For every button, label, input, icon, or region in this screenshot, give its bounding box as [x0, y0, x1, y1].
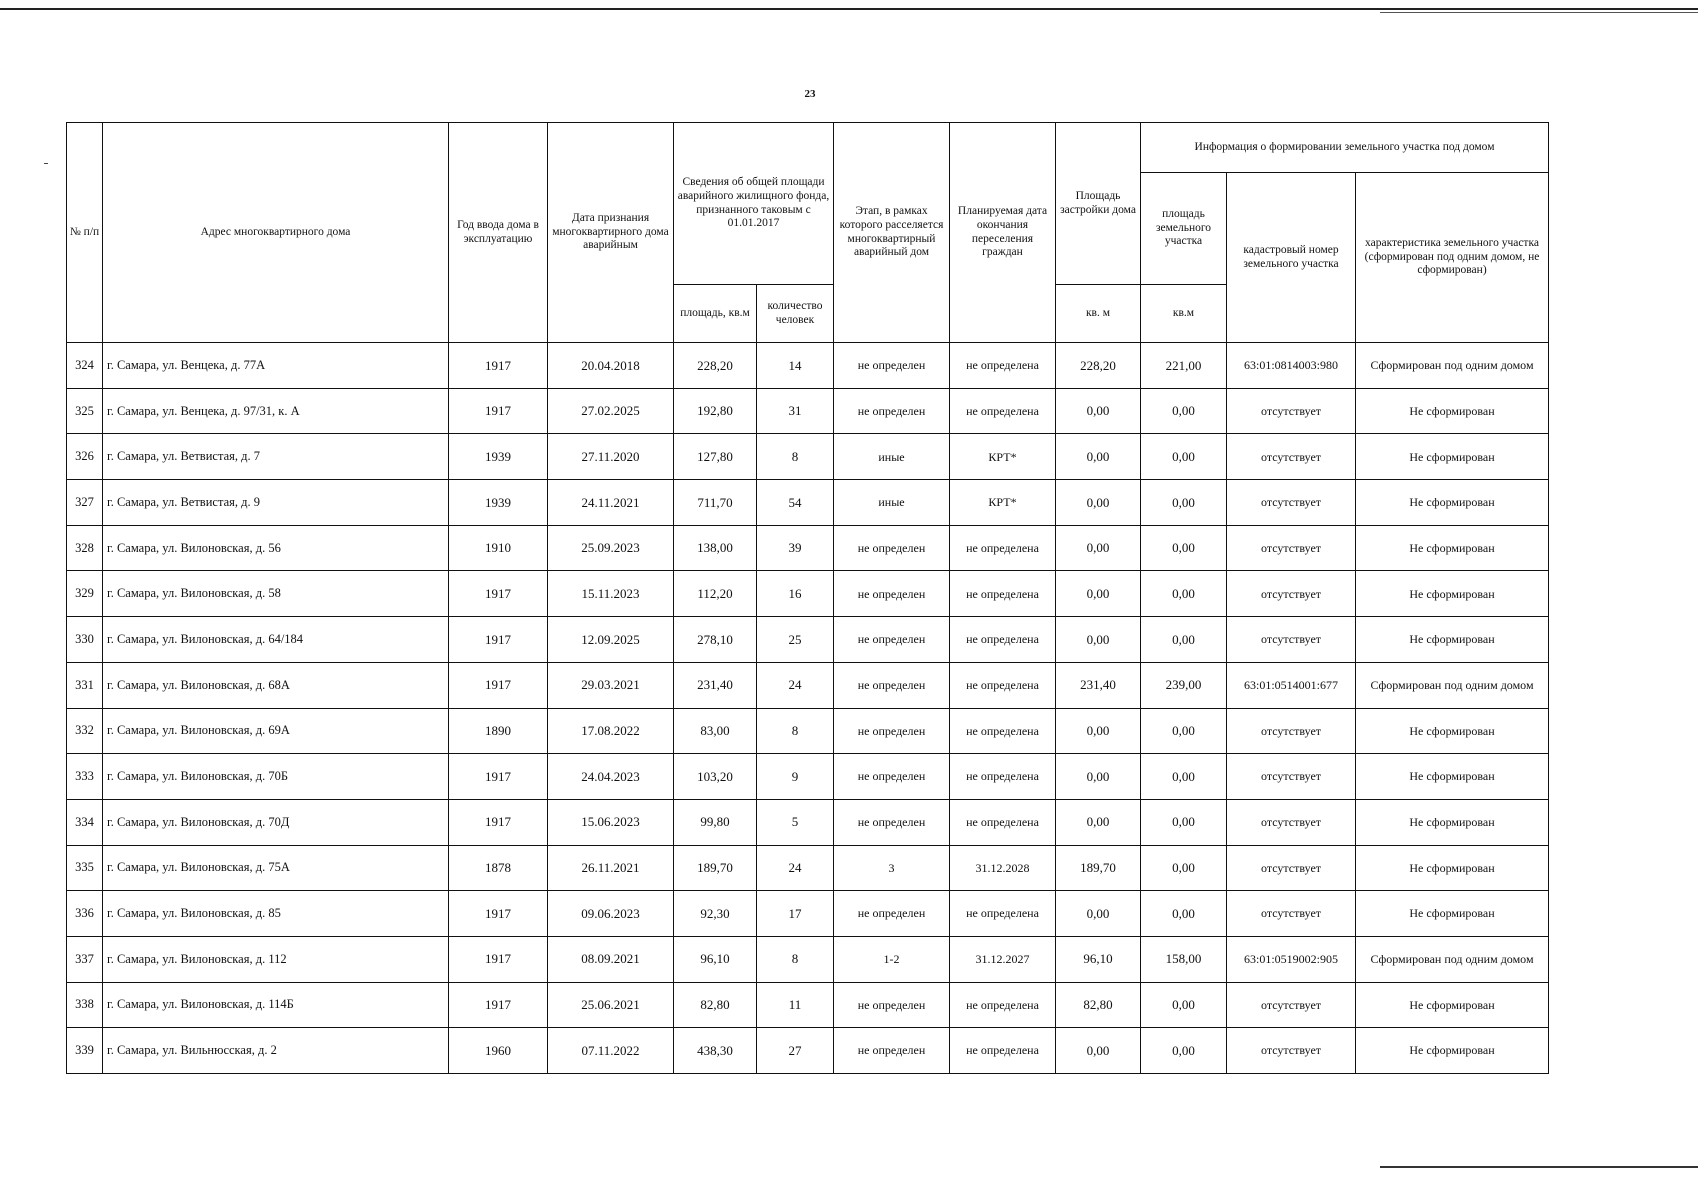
page-number: 23 [804, 88, 816, 100]
cell-num: 332 [67, 708, 103, 754]
cell-cadastral: отсутствует [1227, 480, 1356, 526]
cell-address: г. Самара, ул. Вилоновская, д. 114Б [103, 982, 449, 1028]
cell-planned-date: не определена [950, 525, 1056, 571]
cell-address: г. Самара, ул. Венцека, д. 97/31, к. А [103, 388, 449, 434]
cell-year: 1917 [449, 617, 548, 663]
cell-people: 24 [757, 845, 834, 891]
cell-year: 1917 [449, 662, 548, 708]
cell-people: 14 [757, 343, 834, 389]
cell-stage: не определен [834, 525, 950, 571]
cell-land-area: 158,00 [1141, 936, 1227, 982]
cell-cadastral: отсутствует [1227, 845, 1356, 891]
cell-building-area: 231,40 [1056, 662, 1141, 708]
cell-num: 331 [67, 662, 103, 708]
cell-land-status: Не сформирован [1356, 388, 1549, 434]
cell-stage: 1-2 [834, 936, 950, 982]
cell-stage: не определен [834, 708, 950, 754]
cell-planned-date: не определена [950, 388, 1056, 434]
header-people: количество человек [757, 285, 834, 343]
top-scan-rule [0, 8, 1698, 10]
table-header [67, 123, 1549, 343]
cell-stage: не определен [834, 891, 950, 937]
cell-land-status: Не сформирован [1356, 480, 1549, 526]
cell-people: 16 [757, 571, 834, 617]
cell-building-area: 228,20 [1056, 343, 1141, 389]
cell-emergency-date: 09.06.2023 [548, 891, 674, 937]
cell-stage: иные [834, 480, 950, 526]
cell-planned-date: не определена [950, 343, 1056, 389]
cell-land-status: Сформирован под одним домом [1356, 936, 1549, 982]
bottom-scan-rule [1380, 1166, 1698, 1168]
cell-emergency-date: 27.02.2025 [548, 388, 674, 434]
header-building-area: Площадь застройки дома [1056, 123, 1141, 285]
cell-address: г. Самара, ул. Вилоновская, д. 70Б [103, 754, 449, 800]
cell-emergency-date: 25.06.2021 [548, 982, 674, 1028]
top-scan-rule-secondary [1380, 12, 1698, 13]
cell-planned-date: не определена [950, 1028, 1056, 1074]
cell-cadastral: отсутствует [1227, 617, 1356, 663]
cell-land-area: 0,00 [1141, 754, 1227, 800]
cell-stage: не определен [834, 1028, 950, 1074]
cell-building-area: 0,00 [1056, 388, 1141, 434]
cell-land-area: 0,00 [1141, 434, 1227, 480]
table-row [67, 525, 1549, 571]
cell-land-status: Сформирован под одним домом [1356, 662, 1549, 708]
cell-land-status: Не сформирован [1356, 982, 1549, 1028]
cell-stage: 3 [834, 845, 950, 891]
cell-area: 711,70 [674, 480, 757, 526]
cell-planned-date: 31.12.2027 [950, 936, 1056, 982]
cell-stage: не определен [834, 571, 950, 617]
cell-emergency-date: 12.09.2025 [548, 617, 674, 663]
cell-area: 112,20 [674, 571, 757, 617]
cell-num: 326 [67, 434, 103, 480]
cell-building-area: 0,00 [1056, 754, 1141, 800]
cell-address: г. Самара, ул. Вильнюсская, д. 2 [103, 1028, 449, 1074]
cell-address: г. Самара, ул. Вилоновская, д. 56 [103, 525, 449, 571]
cell-area: 83,00 [674, 708, 757, 754]
cell-building-area: 0,00 [1056, 525, 1141, 571]
header-planned-date: Планируемая дата окончания переселения граждан [950, 123, 1056, 343]
header-land-group: Информация о формировании земельного участка под домом [1141, 123, 1549, 173]
table-row [67, 799, 1549, 845]
table-row [67, 617, 1549, 663]
cell-land-area: 0,00 [1141, 480, 1227, 526]
cell-num: 335 [67, 845, 103, 891]
cell-num: 327 [67, 480, 103, 526]
cell-land-status: Не сформирован [1356, 708, 1549, 754]
cell-address: г. Самара, ул. Ветвистая, д. 9 [103, 480, 449, 526]
cell-planned-date: не определена [950, 617, 1056, 663]
cell-people: 54 [757, 480, 834, 526]
cell-emergency-date: 29.03.2021 [548, 662, 674, 708]
cell-building-area: 0,00 [1056, 617, 1141, 663]
cell-planned-date: КРТ* [950, 434, 1056, 480]
header-land-area: площадь земельного участка [1141, 173, 1227, 285]
table-row [67, 754, 1549, 800]
cell-land-status: Не сформирован [1356, 617, 1549, 663]
cell-year: 1917 [449, 982, 548, 1028]
cell-building-area: 0,00 [1056, 799, 1141, 845]
cell-area: 278,10 [674, 617, 757, 663]
cell-planned-date: не определена [950, 754, 1056, 800]
cell-planned-date: не определена [950, 799, 1056, 845]
cell-cadastral: 63:01:0814003:980 [1227, 343, 1356, 389]
cell-land-status: Сформирован под одним домом [1356, 343, 1549, 389]
cell-land-area: 0,00 [1141, 388, 1227, 434]
cell-cadastral: отсутствует [1227, 434, 1356, 480]
table-row [67, 1028, 1549, 1074]
cell-building-area: 0,00 [1056, 571, 1141, 617]
cell-people: 9 [757, 754, 834, 800]
cell-building-area: 82,80 [1056, 982, 1141, 1028]
cell-land-status: Не сформирован [1356, 571, 1549, 617]
cell-cadastral: отсутствует [1227, 1028, 1356, 1074]
cell-land-area: 221,00 [1141, 343, 1227, 389]
cell-planned-date: КРТ* [950, 480, 1056, 526]
cell-land-area: 0,00 [1141, 799, 1227, 845]
cell-num: 328 [67, 525, 103, 571]
cell-emergency-date: 20.04.2018 [548, 343, 674, 389]
cell-area: 228,20 [674, 343, 757, 389]
cell-year: 1960 [449, 1028, 548, 1074]
cell-building-area: 0,00 [1056, 480, 1141, 526]
cell-land-status: Не сформирован [1356, 1028, 1549, 1074]
cell-land-area: 0,00 [1141, 571, 1227, 617]
table-row [67, 343, 1549, 389]
cell-land-area: 0,00 [1141, 525, 1227, 571]
cell-num: 336 [67, 891, 103, 937]
table-row [67, 388, 1549, 434]
cell-emergency-date: 15.11.2023 [548, 571, 674, 617]
header-address: Адрес многоквартирного дома [103, 123, 449, 343]
table-row [67, 845, 1549, 891]
cell-building-area: 0,00 [1056, 891, 1141, 937]
cell-year: 1917 [449, 754, 548, 800]
header-emergency-date: Дата признания многоквартирного дома аварийным [548, 123, 674, 343]
header-year: Год ввода дома в эксплуатацию [449, 123, 548, 343]
cell-address: г. Самара, ул. Вилоновская, д. 69А [103, 708, 449, 754]
cell-land-area: 0,00 [1141, 891, 1227, 937]
cell-land-status: Не сформирован [1356, 754, 1549, 800]
table-row [67, 891, 1549, 937]
table-row [67, 434, 1549, 480]
cell-land-status: Не сформирован [1356, 845, 1549, 891]
cell-planned-date: не определена [950, 662, 1056, 708]
cell-emergency-date: 24.11.2021 [548, 480, 674, 526]
cell-area: 82,80 [674, 982, 757, 1028]
cell-num: 339 [67, 1028, 103, 1074]
cell-num: 337 [67, 936, 103, 982]
cell-building-area: 0,00 [1056, 434, 1141, 480]
cell-year: 1917 [449, 571, 548, 617]
cell-year: 1917 [449, 799, 548, 845]
cell-year: 1910 [449, 525, 548, 571]
cell-address: г. Самара, ул. Вилоновская, д. 85 [103, 891, 449, 937]
cell-people: 8 [757, 936, 834, 982]
cell-land-area: 0,00 [1141, 845, 1227, 891]
cell-address: г. Самара, ул. Вилоновская, д. 112 [103, 936, 449, 982]
cell-num: 325 [67, 388, 103, 434]
cell-area: 92,30 [674, 891, 757, 937]
cell-land-area: 0,00 [1141, 617, 1227, 663]
cell-address: г. Самара, ул. Вилоновская, д. 64/184 [103, 617, 449, 663]
cell-area: 192,80 [674, 388, 757, 434]
cell-year: 1917 [449, 343, 548, 389]
cell-people: 27 [757, 1028, 834, 1074]
header-stage: Этап, в рамках которого расселяется многоквартирный аварийный дом [834, 123, 950, 343]
cell-address: г. Самара, ул. Вилоновская, д. 68А [103, 662, 449, 708]
cell-cadastral: отсутствует [1227, 891, 1356, 937]
cell-area: 438,30 [674, 1028, 757, 1074]
table-row [67, 662, 1549, 708]
cell-num: 324 [67, 343, 103, 389]
cell-people: 5 [757, 799, 834, 845]
cell-emergency-date: 07.11.2022 [548, 1028, 674, 1074]
cell-cadastral: отсутствует [1227, 388, 1356, 434]
cell-address: г. Самара, ул. Венцека, д. 77А [103, 343, 449, 389]
cell-cadastral: отсутствует [1227, 799, 1356, 845]
cell-people: 31 [757, 388, 834, 434]
cell-address: г. Самара, ул. Вилоновская, д. 58 [103, 571, 449, 617]
header-building-area-unit: кв. м [1056, 285, 1141, 343]
cell-cadastral: отсутствует [1227, 571, 1356, 617]
cell-area: 189,70 [674, 845, 757, 891]
cell-num: 334 [67, 799, 103, 845]
cell-land-area: 0,00 [1141, 708, 1227, 754]
cell-emergency-date: 15.06.2023 [548, 799, 674, 845]
cell-people: 25 [757, 617, 834, 663]
cell-people: 39 [757, 525, 834, 571]
header-area: площадь, кв.м [674, 285, 757, 343]
cell-emergency-date: 26.11.2021 [548, 845, 674, 891]
cell-people: 11 [757, 982, 834, 1028]
cell-year: 1890 [449, 708, 548, 754]
cell-num: 329 [67, 571, 103, 617]
cell-year: 1917 [449, 891, 548, 937]
table-row [67, 480, 1549, 526]
cell-stage: не определен [834, 343, 950, 389]
cell-cadastral: отсутствует [1227, 754, 1356, 800]
cell-address: г. Самара, ул. Вилоновская, д. 70Д [103, 799, 449, 845]
cell-cadastral: 63:01:0514001:677 [1227, 662, 1356, 708]
cell-planned-date: не определена [950, 708, 1056, 754]
header-land-area-unit: кв.м [1141, 285, 1227, 343]
emergency-housing-table [66, 122, 1549, 1074]
cell-emergency-date: 08.09.2021 [548, 936, 674, 982]
cell-cadastral: 63:01:0519002:905 [1227, 936, 1356, 982]
cell-year: 1917 [449, 388, 548, 434]
cell-building-area: 0,00 [1056, 708, 1141, 754]
cell-emergency-date: 25.09.2023 [548, 525, 674, 571]
cell-emergency-date: 27.11.2020 [548, 434, 674, 480]
cell-stage: не определен [834, 617, 950, 663]
cell-land-area: 239,00 [1141, 662, 1227, 708]
cell-land-area: 0,00 [1141, 982, 1227, 1028]
cell-year: 1878 [449, 845, 548, 891]
cell-emergency-date: 17.08.2022 [548, 708, 674, 754]
cell-emergency-date: 24.04.2023 [548, 754, 674, 800]
cell-people: 8 [757, 708, 834, 754]
cell-building-area: 189,70 [1056, 845, 1141, 891]
cell-planned-date: не определена [950, 891, 1056, 937]
cell-planned-date: 31.12.2028 [950, 845, 1056, 891]
cell-area: 103,20 [674, 754, 757, 800]
cell-people: 8 [757, 434, 834, 480]
header-cadastral: кадастровый номер земельного участка [1227, 173, 1356, 343]
table-row [67, 571, 1549, 617]
cell-building-area: 96,10 [1056, 936, 1141, 982]
cell-stage: не определен [834, 754, 950, 800]
table-row [67, 708, 1549, 754]
cell-cadastral: отсутствует [1227, 525, 1356, 571]
cell-land-area: 0,00 [1141, 1028, 1227, 1074]
cell-year: 1939 [449, 434, 548, 480]
cell-land-status: Не сформирован [1356, 799, 1549, 845]
table-body [67, 343, 1549, 1074]
cell-year: 1917 [449, 936, 548, 982]
cell-area: 127,80 [674, 434, 757, 480]
cell-planned-date: не определена [950, 571, 1056, 617]
cell-num: 330 [67, 617, 103, 663]
cell-stage: не определен [834, 388, 950, 434]
cell-area: 231,40 [674, 662, 757, 708]
cell-planned-date: не определена [950, 982, 1056, 1028]
cell-area: 96,10 [674, 936, 757, 982]
cell-area: 99,80 [674, 799, 757, 845]
cell-land-status: Не сформирован [1356, 525, 1549, 571]
header-num: № п/п [67, 123, 103, 343]
cell-stage: не определен [834, 799, 950, 845]
cell-year: 1939 [449, 480, 548, 526]
cell-address: г. Самара, ул. Вилоновская, д. 75А [103, 845, 449, 891]
cell-area: 138,00 [674, 525, 757, 571]
cell-people: 17 [757, 891, 834, 937]
table-row [67, 982, 1549, 1028]
cell-num: 333 [67, 754, 103, 800]
cell-building-area: 0,00 [1056, 1028, 1141, 1074]
cell-num: 338 [67, 982, 103, 1028]
cell-stage: не определен [834, 662, 950, 708]
cell-cadastral: отсутствует [1227, 982, 1356, 1028]
cell-cadastral: отсутствует [1227, 708, 1356, 754]
cell-address: г. Самара, ул. Ветвистая, д. 7 [103, 434, 449, 480]
cell-land-status: Не сформирован [1356, 434, 1549, 480]
table-row [67, 936, 1549, 982]
cell-people: 24 [757, 662, 834, 708]
cell-land-status: Не сформирован [1356, 891, 1549, 937]
margin-mark [44, 163, 48, 164]
cell-stage: не определен [834, 982, 950, 1028]
header-land-status: характеристика земельного участка (сформирован под одним домом, не сформирован) [1356, 173, 1549, 343]
cell-stage: иные [834, 434, 950, 480]
header-area-group: Сведения об общей площади аварийного жилищного фонда, признанного таковым с 01.01.2017 [674, 123, 834, 285]
